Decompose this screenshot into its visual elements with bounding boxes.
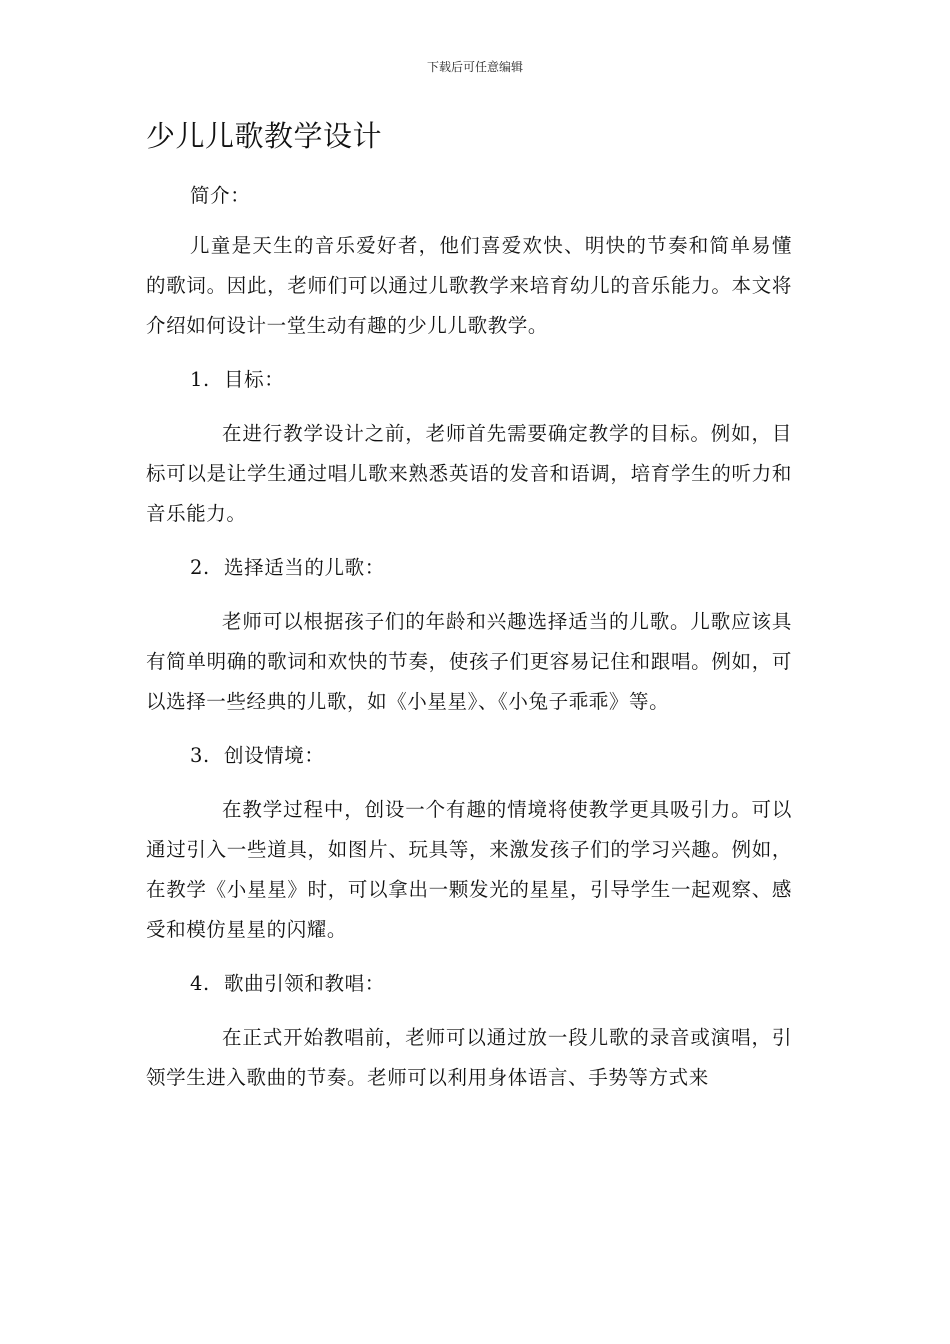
section-heading-create-scene <box>146 736 812 776</box>
section-paragraph-goal: 在进行教学设计之前，老师首先需要确定教学的目标。例如，目标可以是让学生通过唱儿歌来熟悉英语的发音和语调，培育学生的听力和音乐能力。 <box>146 422 792 525</box>
section-number: 3. <box>190 744 210 767</box>
section-title: 选择适当的儿歌： <box>224 556 385 579</box>
section-number: 2. <box>190 556 210 579</box>
section-title: 创设情境： <box>224 744 325 767</box>
section-number: 4. <box>190 972 210 995</box>
section-paragraph-lead-sing: 在正式开始教唱前，老师可以通过放一段儿歌的录音或演唱，引领学生进入歌曲的节奏。老师可以利用身体语言、手势等方式来 <box>146 1026 792 1089</box>
section-heading-choose-song <box>146 548 812 588</box>
header-note: 下载后可任意编辑 <box>426 60 523 74</box>
intro-paragraph: 儿童是天生的音乐爱好者，他们喜爱欢快、明快的节奏和简单易懂的歌词。因此，老师们可以通过儿歌教学来培育幼儿的音乐能力。本文将介绍如何设计一堂生动有趣的少儿儿歌教学。 <box>146 234 792 337</box>
section-paragraph-create-scene: 在教学过程中，创设一个有趣的情境将使教学更具吸引力。可以通过引入一些道具，如图片、玩具等，来激发孩子们的学习兴趣。例如，在教学《小星星》时，可以拿出一颗发光的星星，引导学生一起观察、感受和模仿星星的闪耀。 <box>146 798 792 941</box>
section-number: 1. <box>190 368 210 391</box>
section-heading-lead-sing <box>146 964 812 1004</box>
document-body <box>146 112 812 1112</box>
section-title: 歌曲引领和教唱： <box>224 972 385 995</box>
intro-label: 简介： <box>190 184 251 207</box>
page-title: 少儿儿歌教学设计 <box>146 119 383 153</box>
section-title: 目标： <box>224 368 285 391</box>
section-paragraph-choose-song: 老师可以根据孩子们的年龄和兴趣选择适当的儿歌。儿歌应该具有简单明确的歌词和欢快的节奏，使孩子们更容易记住和跟唱。例如，可以选择一些经典的儿歌，如《小星星》、《小兔子乖乖》等。 <box>146 610 792 713</box>
section-heading-goal <box>146 360 812 400</box>
